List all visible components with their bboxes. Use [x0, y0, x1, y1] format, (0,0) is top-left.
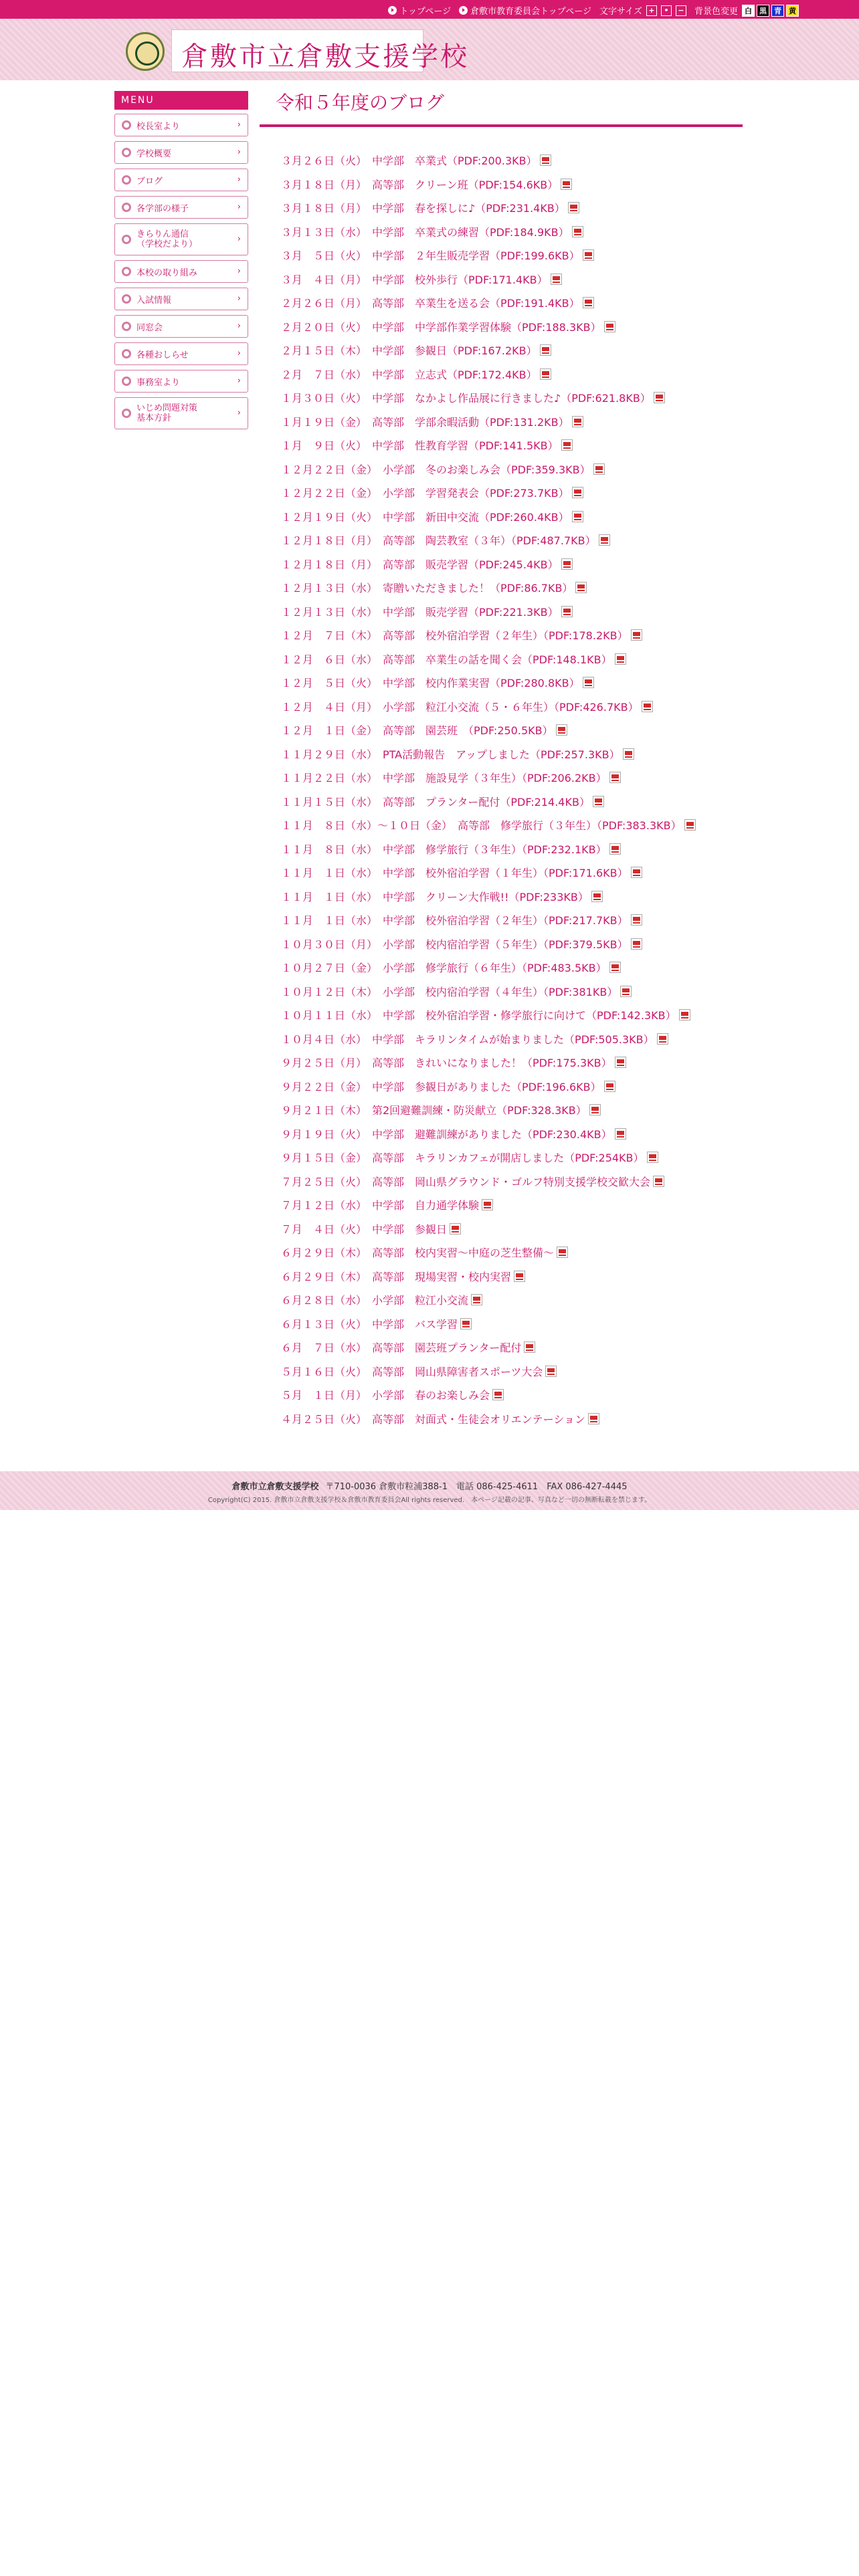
circle-bullet-icon — [122, 322, 131, 331]
pdf-icon — [609, 772, 621, 783]
board-of-education-link[interactable]: 倉敷市教育委員会トップページ — [459, 4, 591, 17]
sidebar-item-label: 校長室より — [136, 121, 181, 132]
blog-post-item — [281, 623, 749, 647]
blog-post-item — [281, 671, 749, 695]
blog-post-link[interactable]: １月１９日（金） 高等部 学部余暇活動（PDF:131.2KB） — [281, 415, 569, 429]
chevron-right-icon: › — [237, 376, 241, 386]
blog-post-link[interactable]: ９月１９日（火） 中学部 避難訓練がありました（PDF:230.4KB） — [281, 1128, 612, 1141]
footer-school-name: 倉敷市立倉敷支援学校 — [231, 1482, 319, 1492]
blog-post-link[interactable]: １１月 １日（水） 中学部 校外宿泊学習（２年生）（PDF:217.7KB） — [281, 914, 628, 928]
blog-post-link[interactable]: １２月 ５日（火） 中学部 校内作業実習（PDF:280.8KB） — [281, 677, 580, 690]
bg-color-label: 背景色変更 — [694, 7, 738, 17]
circle-bullet-icon — [122, 349, 131, 358]
blog-post-link[interactable]: ５月 １日（月） 小学部 春のお楽しみ会 — [281, 1389, 490, 1402]
top-page-link[interactable]: トップページ — [388, 4, 451, 17]
pdf-icon — [583, 249, 594, 261]
chevron-right-icon: › — [237, 175, 241, 185]
blog-post-link[interactable]: ２月 ７日（水） 中学部 立志式（PDF:172.4KB） — [281, 368, 537, 381]
blog-post-item — [281, 338, 749, 362]
blog-post-link[interactable]: ３月 ４日（月） 中学部 校外歩行（PDF:171.4KB） — [281, 273, 548, 286]
sidebar-item-label: ブログ — [136, 176, 163, 187]
blog-post-item — [281, 1217, 749, 1241]
blog-post-link[interactable]: ３月１８日（月） 高等部 クリーン班（PDF:154.6KB） — [281, 178, 559, 191]
chevron-right-icon: › — [237, 234, 241, 244]
pdf-icon — [514, 1271, 525, 1282]
blog-post-list — [281, 148, 749, 1430]
blog-post-link[interactable]: １１月 ８日（水）～１０日（金） 高等部 修学旅行（３年生）（PDF:383.3KB） — [281, 819, 682, 833]
title-divider — [260, 124, 743, 127]
footer-copyright: Copyright(C) 2015. 倉敷市立倉敷支援学校＆倉敷市教育委員会All rights reserved. 本ページ記載の記事、写真など一切の無断転載を禁じます。 — [207, 1497, 652, 1504]
circle-bullet-icon — [122, 294, 131, 304]
blog-post-item — [281, 932, 749, 956]
blog-post-link[interactable]: １月３０日（火） 中学部 なかよし作品展に行きました♪（PDF:621.8KB） — [281, 392, 651, 405]
blog-post-link[interactable]: ９月２５日（月） 高等部 きれいになりました！（PDF:175.3KB） — [281, 1057, 612, 1070]
chevron-right-icon: › — [237, 321, 241, 331]
pdf-icon — [540, 154, 551, 166]
blog-post-item — [281, 1407, 749, 1431]
blog-post-link[interactable]: １１月２９日（水） PTA活動報告 アップしました（PDF:257.3KB） — [281, 748, 620, 761]
blog-post-item — [281, 885, 749, 909]
blog-post-link[interactable]: ２月１５日（木） 中学部 参観日（PDF:167.2KB） — [281, 344, 537, 358]
pdf-icon — [631, 867, 642, 878]
blog-post-link[interactable]: １１月 ８日（水） 中学部 修学旅行（３年生）（PDF:232.1KB） — [281, 843, 607, 856]
pdf-icon — [615, 653, 626, 665]
pdf-icon — [631, 914, 642, 926]
pdf-icon — [623, 748, 634, 760]
blog-post-item — [281, 1193, 749, 1217]
arrow-circle-icon — [388, 6, 397, 15]
blog-post-item — [281, 908, 749, 932]
blog-post-item — [281, 243, 749, 267]
sidebar-item[interactable] — [114, 288, 248, 310]
pdf-icon — [588, 1413, 599, 1424]
circle-bullet-icon — [122, 120, 131, 130]
blog-post-item — [281, 1146, 749, 1170]
circle-bullet-icon — [122, 377, 131, 386]
pdf-icon — [482, 1199, 493, 1210]
blog-post-link[interactable]: １２月１９日（火） 中学部 新田中交流（PDF:260.4KB） — [281, 510, 569, 524]
blog-post-item — [281, 647, 749, 671]
blog-post-link[interactable]: ６月２９日（木） 高等部 校内実習～中庭の芝生整備～ — [281, 1247, 555, 1260]
top-utility-bar — [0, 0, 859, 19]
pdf-icon — [572, 226, 583, 237]
pdf-icon — [460, 1318, 472, 1329]
font-size-decrease-button[interactable]: − — [676, 5, 686, 16]
blog-post-item — [281, 1241, 749, 1265]
pdf-icon — [545, 1366, 557, 1377]
blog-post-item — [281, 291, 749, 315]
page-title: 令和５年度のブログ — [276, 92, 445, 114]
blog-post-item — [281, 148, 749, 173]
blog-post-item — [281, 1075, 749, 1099]
sidebar-item[interactable] — [114, 315, 248, 338]
circle-bullet-icon — [122, 148, 131, 157]
blog-post-link[interactable]: ６月２８日（水） 小学部 粒江小交流 — [281, 1294, 469, 1307]
sidebar-menu — [114, 114, 248, 434]
chevron-right-icon: › — [237, 266, 241, 276]
pdf-icon — [524, 1341, 535, 1353]
pdf-icon — [492, 1389, 504, 1400]
sidebar-item[interactable] — [114, 260, 248, 283]
blog-post-item — [281, 1383, 749, 1407]
pdf-icon — [540, 344, 551, 356]
bg-color-button[interactable]: 白 — [742, 5, 755, 17]
font-size-label: 文字サイズ — [599, 7, 642, 17]
pdf-icon — [615, 1057, 626, 1068]
blog-post-link[interactable]: １２月１８日（月） 高等部 販売学習（PDF:245.4KB） — [281, 558, 559, 571]
blog-post-link[interactable]: １０月４日（水） 中学部 キラリンタイムが始まりました（PDF:505.3KB） — [281, 1033, 654, 1046]
blog-post-link[interactable]: ９月２１日（木） 第2回避難訓練・防災献立（PDF:328.3KB） — [281, 1104, 587, 1117]
blog-post-link[interactable]: ３月２６日（火） 中学部 卒業式（PDF:200.3KB） — [281, 154, 537, 168]
pdf-icon — [556, 724, 567, 736]
pdf-icon — [593, 796, 604, 807]
blog-post-item — [281, 267, 749, 292]
pdf-icon — [561, 558, 573, 570]
blog-post-item — [281, 528, 749, 552]
pdf-icon — [561, 179, 572, 190]
pdf-icon — [604, 321, 615, 332]
school-logo[interactable] — [171, 29, 469, 72]
sidebar-item-label: いじめ問題対策 基本方針 — [136, 403, 198, 423]
blog-post-link[interactable]: ４月２５日（火） 高等部 対面式・生徒会オリエンテーション — [281, 1412, 586, 1426]
blog-post-item — [281, 1360, 749, 1384]
blog-post-item — [281, 1122, 749, 1146]
blog-post-link[interactable]: １２月 １日（金） 高等部 園芸班 （PDF:250.5KB） — [281, 724, 553, 738]
blog-post-link[interactable]: ３月 ５日（火） 中学部 ２年生販売学習（PDF:199.6KB） — [281, 249, 580, 263]
circle-bullet-icon — [122, 175, 131, 185]
circle-bullet-icon — [122, 267, 131, 276]
pdf-icon — [679, 1009, 690, 1021]
blog-post-link[interactable]: １０月３０日（月） 小学部 校内宿泊学習（５年生）（PDF:379.5KB） — [281, 938, 628, 951]
sidebar-item[interactable] — [114, 397, 248, 429]
blog-post-link[interactable]: １２月２２日（金） 小学部 学習発表会（PDF:273.7KB） — [281, 487, 569, 500]
blog-post-item — [281, 481, 749, 505]
pdf-icon — [583, 677, 594, 688]
pdf-icon — [450, 1223, 461, 1235]
pdf-icon — [609, 962, 621, 973]
blog-post-link[interactable]: １２月１８日（月） 高等部 陶芸教室（３年）（PDF:487.7KB） — [281, 534, 596, 548]
blog-post-item — [281, 980, 749, 1004]
footer-address: 倉敷市立倉敷支援学校 〒710-0036 倉敷市粒浦388-1 電話 086-425-4611 FAX 086-427-4445 — [231, 1482, 628, 1492]
pdf-icon — [631, 629, 642, 641]
blog-post-item — [281, 220, 749, 244]
blog-post-link[interactable]: １１月１５日（水） 高等部 プランター配付（PDF:214.4KB） — [281, 795, 590, 809]
blog-post-item — [281, 790, 749, 814]
blog-post-item — [281, 956, 749, 980]
blog-post-item — [281, 1288, 749, 1312]
pdf-icon — [572, 416, 583, 427]
blog-post-link[interactable]: １２月 ４日（月） 小学部 粒江小交流（５・６年生）（PDF:426.7KB） — [281, 700, 639, 714]
pdf-icon — [575, 582, 587, 593]
sidebar-item[interactable] — [114, 196, 248, 219]
pdf-icon — [551, 274, 562, 285]
pdf-icon — [589, 1104, 601, 1115]
blog-post-item — [281, 410, 749, 434]
bg-color-button[interactable]: 青 — [771, 5, 784, 17]
blog-post-link[interactable]: ９月１５日（金） 高等部 キラリンカフェが開店しました（PDF:254KB） — [281, 1152, 644, 1165]
blog-post-item — [281, 1098, 749, 1122]
blog-post-item — [281, 861, 749, 885]
pdf-icon — [604, 1081, 615, 1092]
blog-post-item — [281, 196, 749, 220]
pdf-icon — [471, 1294, 482, 1305]
blog-post-link[interactable]: ７月 ４日（火） 中学部 参観日 — [281, 1222, 448, 1236]
blog-post-link[interactable]: １０月２７日（金） 小学部 修学旅行（６年生）（PDF:483.5KB） — [281, 962, 607, 975]
pdf-icon — [572, 511, 583, 522]
chevron-right-icon: › — [237, 120, 241, 130]
blog-post-link[interactable]: ６月 ７日（水） 高等部 園芸班プランター配付 — [281, 1341, 522, 1355]
blog-post-link[interactable]: ７月１２日（水） 中学部 自力通学体験 — [281, 1199, 480, 1212]
sidebar-item[interactable] — [114, 114, 248, 136]
blog-post-link[interactable]: １２月 ７日（木） 高等部 校外宿泊学習（２年生）（PDF:178.2KB） — [281, 629, 628, 643]
blog-post-link[interactable]: １１月２２日（水） 中学部 施設見学（３年生）（PDF:206.2KB） — [281, 772, 607, 785]
menu-heading: MENU — [114, 91, 248, 110]
blog-post-item — [281, 1003, 749, 1027]
blog-post-link[interactable]: １１月 １日（水） 中学部 校外宿泊学習（１年生）（PDF:171.6KB） — [281, 867, 628, 880]
pdf-icon — [609, 843, 621, 855]
blog-post-item — [281, 1335, 749, 1360]
pdf-icon — [647, 1152, 658, 1163]
sidebar-item-label: 入試情報 — [136, 295, 172, 306]
blog-post-item — [281, 362, 749, 387]
pdf-icon — [561, 606, 573, 617]
blog-post-item — [281, 173, 749, 197]
blog-post-link[interactable]: ６月２９日（木） 高等部 現場実習・校内実習 — [281, 1270, 512, 1283]
pdf-icon — [657, 1033, 668, 1045]
blog-post-item — [281, 386, 749, 410]
school-emblem-icon — [126, 32, 165, 71]
pdf-icon — [561, 439, 573, 451]
blog-post-link[interactable]: ２月２０日（火） 中学部 中学部作業学習体験（PDF:188.3KB） — [281, 320, 601, 334]
blog-post-item — [281, 1312, 749, 1336]
pdf-icon — [631, 938, 642, 950]
sidebar-item-label: 本校の取り組み — [136, 267, 198, 278]
pdf-icon — [591, 891, 603, 902]
blog-post-item — [281, 576, 749, 600]
blog-post-item — [281, 1051, 749, 1075]
blog-post-link[interactable]: ６月１３日（火） 中学部 バス学習 — [281, 1317, 458, 1331]
blog-post-item — [281, 695, 749, 719]
blog-post-link[interactable]: ７月２５日（火） 高等部 岡山県グラウンド・ゴルフ特別支援学校交歓大会 — [281, 1175, 651, 1188]
pdf-icon — [540, 368, 551, 380]
pdf-icon — [599, 534, 610, 546]
blog-post-item — [281, 766, 749, 790]
site-footer — [0, 1471, 859, 1510]
blog-post-link[interactable]: ３月１８日（月） 中学部 春を探しに♪（PDF:231.4KB） — [281, 202, 565, 215]
arrow-circle-icon — [459, 6, 468, 15]
blog-post-link[interactable]: １１月 １日（水） 中学部 クリーン大作戦!!（PDF:233KB） — [281, 890, 589, 903]
blog-post-item — [281, 505, 749, 529]
school-name: 倉敷市立倉敷支援学校 — [181, 41, 469, 72]
pdf-icon — [593, 463, 605, 475]
sidebar-item[interactable] — [114, 141, 248, 164]
pdf-icon — [653, 1176, 664, 1187]
chevron-right-icon: › — [237, 348, 241, 358]
blog-post-link[interactable]: １２月１３日（水） 寄贈いただきました！（PDF:86.7KB） — [281, 582, 573, 595]
pdf-icon — [557, 1247, 568, 1258]
circle-bullet-icon — [122, 235, 131, 244]
pdf-icon — [568, 202, 579, 213]
bg-color-button[interactable]: 黄 — [786, 5, 799, 17]
pdf-icon — [620, 986, 632, 997]
blog-post-link[interactable]: １２月１３日（水） 中学部 販売学習（PDF:221.3KB） — [281, 605, 559, 619]
pdf-icon — [684, 819, 696, 831]
sidebar-item-label: 同窓会 — [136, 322, 163, 333]
blog-post-item — [281, 742, 749, 766]
blog-post-link[interactable]: １月 ９日（火） 中学部 性教育学習（PDF:141.5KB） — [281, 439, 559, 453]
circle-bullet-icon — [122, 409, 131, 418]
blog-post-item — [281, 433, 749, 457]
blog-post-link[interactable]: １０月１２日（木） 小学部 校内宿泊学習（４年生）（PDF:381KB） — [281, 985, 618, 998]
pdf-icon — [642, 701, 653, 712]
pdf-icon — [572, 487, 583, 498]
font-size-reset-button[interactable]: • — [661, 5, 672, 16]
blog-post-item — [281, 457, 749, 481]
blog-post-item — [281, 1027, 749, 1051]
sidebar-item-label: 各学部の様子 — [136, 203, 189, 214]
sidebar-item-label: きらりん通信 （学校だより） — [136, 229, 198, 249]
pdf-icon — [654, 392, 665, 403]
blog-post-item — [281, 600, 749, 624]
blog-post-item — [281, 552, 749, 576]
font-size-increase-button[interactable]: + — [646, 5, 657, 16]
chevron-right-icon: › — [237, 294, 241, 304]
sidebar-item-label: 事務室より — [136, 377, 181, 388]
pdf-icon — [615, 1128, 626, 1140]
blog-post-link[interactable]: １０月１１日（水） 中学部 校外宿泊学習・修学旅行に向けて（PDF:142.3KB） — [281, 1009, 676, 1023]
bg-color-button[interactable]: 黒 — [757, 5, 769, 17]
blog-post-link[interactable]: ３月１３日（水） 中学部 卒業式の練習（PDF:184.9KB） — [281, 225, 569, 239]
sidebar-item-label: 学校概要 — [136, 148, 172, 159]
chevron-right-icon: › — [237, 147, 241, 157]
sidebar-item[interactable] — [114, 342, 248, 365]
blog-post-item — [281, 813, 749, 837]
chevron-right-icon: › — [237, 202, 241, 212]
sidebar-item[interactable] — [114, 223, 248, 255]
blog-post-item — [281, 837, 749, 861]
blog-post-item — [281, 315, 749, 339]
circle-bullet-icon — [122, 203, 131, 212]
chevron-right-icon: › — [237, 408, 241, 418]
blog-post-item — [281, 718, 749, 742]
sidebar-item[interactable] — [114, 169, 248, 191]
pdf-icon — [583, 297, 594, 308]
blog-post-link[interactable]: ２月２６日（月） 高等部 卒業生を送る会（PDF:191.4KB） — [281, 297, 580, 310]
blog-post-link[interactable]: １２月２２日（金） 小学部 冬のお楽しみ会（PDF:359.3KB） — [281, 463, 591, 476]
blog-post-link[interactable]: ５月１６日（火） 高等部 岡山県障害者スポーツ大会 — [281, 1365, 543, 1378]
blog-post-link[interactable]: １２月 ６日（水） 高等部 卒業生の話を聞く会（PDF:148.1KB） — [281, 653, 612, 666]
blog-post-link[interactable]: ９月２２日（金） 中学部 参観日がありました（PDF:196.6KB） — [281, 1080, 601, 1093]
blog-post-item — [281, 1170, 749, 1194]
sidebar-item[interactable] — [114, 370, 248, 393]
sidebar-item-label: 各種おしらせ — [136, 350, 189, 360]
blog-post-item — [281, 1265, 749, 1289]
